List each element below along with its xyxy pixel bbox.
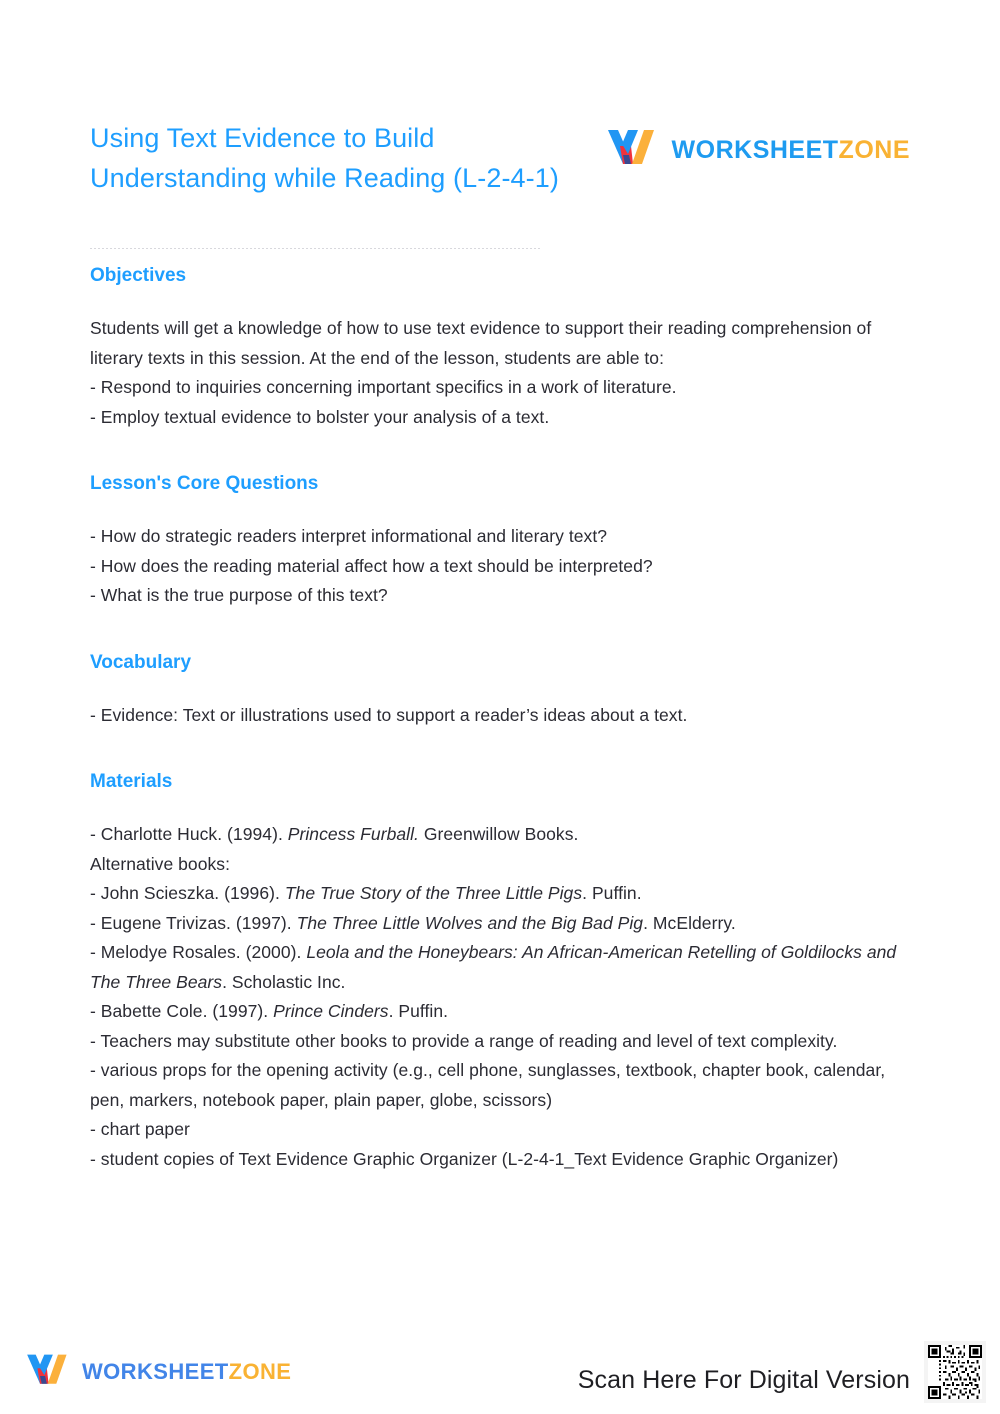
brand-name-secondary: ZONE (838, 136, 910, 164)
lesson-content (90, 262, 912, 1174)
core-question-item: - What is the true purpose of this text? (90, 585, 388, 605)
brand-name-primary: WORKSHEET (82, 1359, 229, 1384)
objectives-item: - Employ textual evidence to bolster your analysis of a text. (90, 406, 550, 427)
section-heading-objectives: Objectives (90, 265, 187, 286)
section-heading-core-questions: Lesson's Core Questions (90, 473, 319, 494)
objectives-item: - Respond to inquiries concerning important specifics in a work of literature. (90, 377, 677, 397)
qr-code-icon[interactable] (924, 1341, 986, 1403)
page-header (90, 118, 910, 198)
material-item: - chart paper (90, 1119, 190, 1139)
core-question-item: - How do strategic readers interpret informational and literary text? (90, 526, 608, 546)
page-title: Using Text Evidence to Build Understanding while Reading (L-2-4-1) (90, 123, 559, 193)
section-heading-vocabulary: Vocabulary (90, 651, 192, 673)
brand-wordmark-header (672, 138, 910, 163)
section-vocabulary (90, 649, 912, 731)
material-item: - various props for the opening activity (e.g., cell phone, sunglasses, textbook, chapter book, calendar, pen, markers, notebook paper, plain paper, globe, scissors) (90, 1060, 886, 1110)
material-item: Alternative books: (90, 853, 231, 874)
worksheetzone-w-logo-icon (22, 1351, 70, 1394)
material-item: - Babette Cole. (1997). Prince Cinders. Puffin. (90, 1001, 449, 1021)
core-question-item: - How does the reading material affect how a text should be interpreted? (90, 555, 653, 576)
material-item: - Charlotte Huck. (1994). Princess Furball. Greenwillow Books. (90, 824, 579, 844)
page-footer (0, 1330, 1000, 1414)
material-item: - John Scieszka. (1996). The True Story of the Three Little Pigs. Puffin. (90, 883, 642, 903)
section-core-questions (90, 470, 912, 611)
brand-name-secondary: ZONE (228, 1359, 292, 1384)
title-divider (90, 248, 540, 249)
objectives-intro: Students will get a knowledge of how to use text evidence to support their reading comprehension of literary texts in this session. At the end of the lesson, students are able to: (90, 318, 872, 368)
vocabulary-item: - Evidence: Text or illustrations used to support a reader’s ideas about a text. (90, 704, 688, 725)
worksheetzone-w-logo-icon (602, 126, 658, 175)
material-item: - Teachers may substitute other books to provide a range of reading and level of text complexity. (90, 1030, 838, 1051)
brand-logo-header (602, 126, 910, 175)
materials-list (90, 820, 912, 1174)
brand-logo-footer (22, 1351, 291, 1394)
scan-instruction-text: Scan Here For Digital Version (577, 1365, 910, 1394)
material-item: - Eugene Trivizas. (1997). The Three Little Wolves and the Big Bad Pig. McElderry. (90, 912, 736, 933)
material-item: - student copies of Text Evidence Graphic Organizer (L-2-4-1_Text Evidence Graphic Organizer) (90, 1148, 839, 1169)
section-objectives (90, 262, 912, 432)
section-heading-materials: Materials (90, 771, 173, 792)
brand-name-primary: WORKSHEET (671, 136, 839, 164)
footer-scan-group (578, 1341, 986, 1403)
material-item: - Melodye Rosales. (2000). Leola and the Honeybears: An African-American Retelling of Goldilocks and The Three Bears. Scholastic Inc. (90, 942, 897, 992)
section-materials (90, 768, 912, 1174)
brand-wordmark-footer (82, 1361, 291, 1383)
